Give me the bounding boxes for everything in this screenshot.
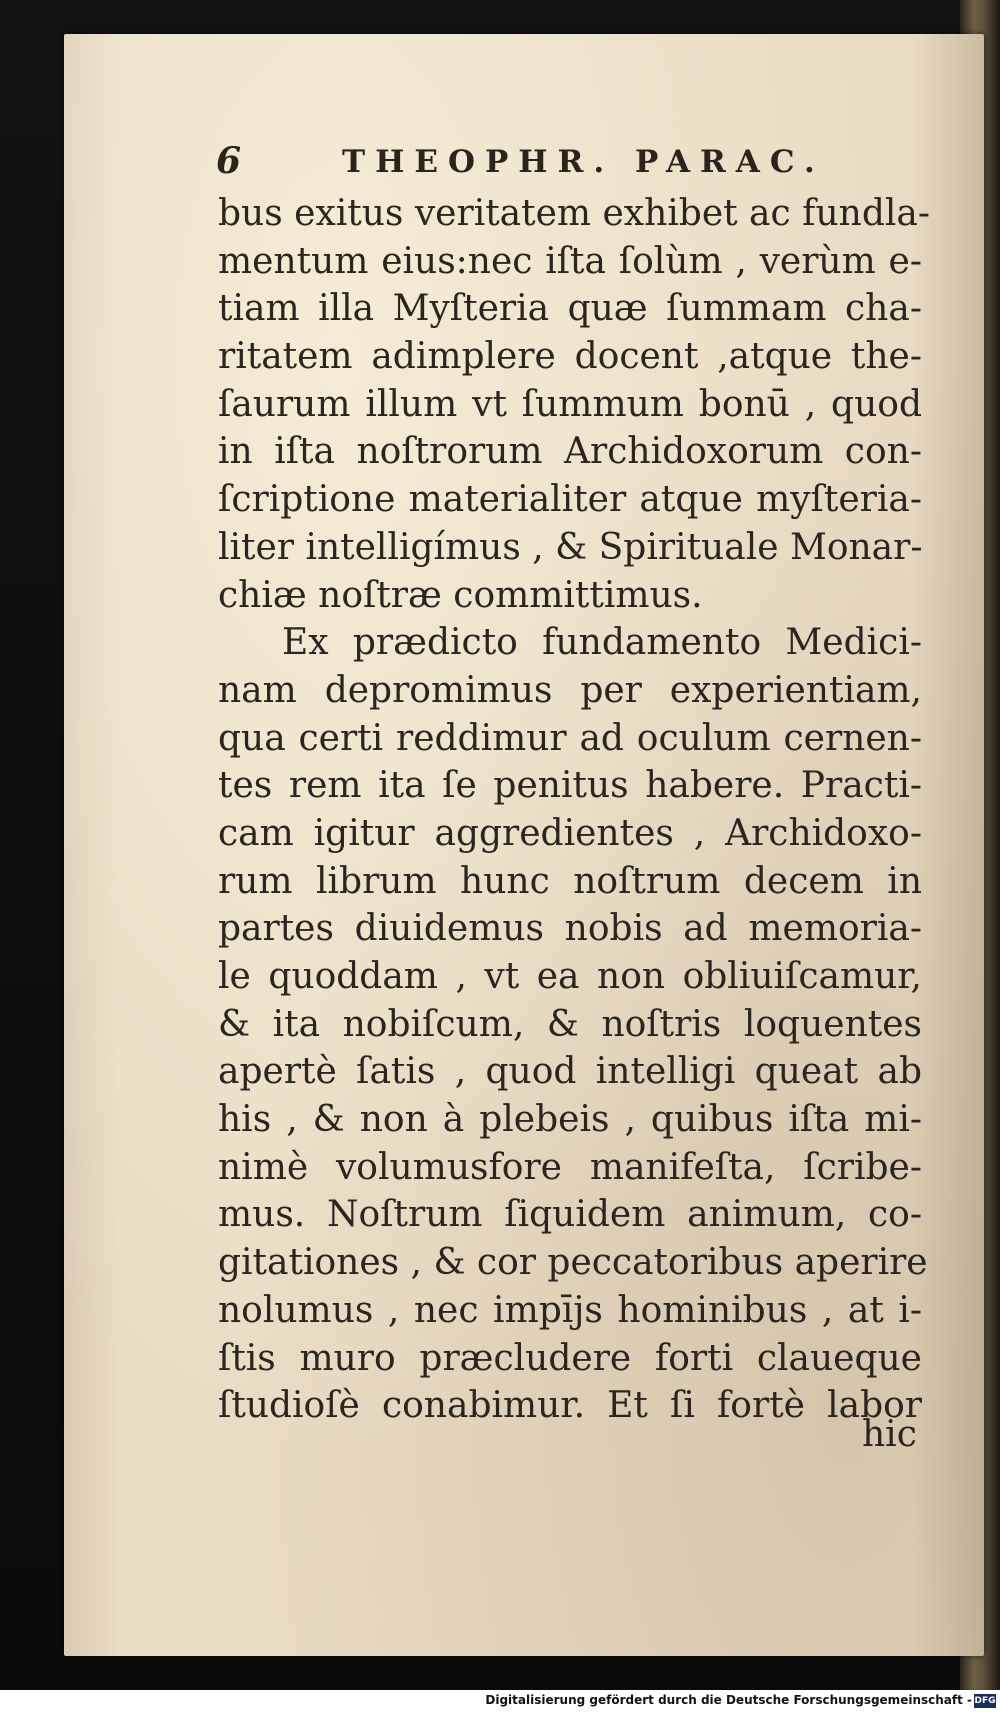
text-line: ſcriptione materialiter atque myſteria- xyxy=(218,479,922,521)
text-line: tes rem ita ſe penitus habere. Practi- xyxy=(218,765,922,807)
body-text xyxy=(218,190,931,1430)
text-line: nimè volumusfore manifeſta, ſcribe- xyxy=(218,1146,922,1188)
text-line: nam depromimus per experientiam, xyxy=(218,669,922,711)
text-line: le quoddam , vt ea non obliuiſcamur, xyxy=(218,956,922,997)
text-line: mus. Noſtrum ſiquidem animum, co- xyxy=(218,1194,922,1236)
text-line: in iſta noſtrorum Archidoxorum con- xyxy=(218,431,922,473)
text-line: bus exitus veritatem exhibet ac fundla- xyxy=(218,193,931,234)
text-line: ſtis muro præcludere forti claueque xyxy=(218,1337,922,1379)
text-line: rum librum hunc noſtrum decem in xyxy=(218,860,922,902)
text-line: nolumus , nec impījs hominibus , at i- xyxy=(218,1289,922,1331)
text-line: tiam illa Myſteria quæ ſummam cha- xyxy=(218,288,922,330)
text-line: cam igitur aggredientes , Archidoxo- xyxy=(218,812,922,854)
text-line: his , & non à plebeis , quibus iſta mi- xyxy=(218,1099,922,1141)
text-line: apertè ſatis , quod intelligi queat ab xyxy=(218,1051,922,1093)
text-line: chiæ noſtræ committimus. xyxy=(218,574,703,616)
footer-bar xyxy=(0,1690,1000,1713)
running-title: THEOPHR. PARAC. xyxy=(342,144,825,180)
text-line: ritatem adimplere docent ,atque the- xyxy=(218,336,922,378)
text-line: qua certi reddimur ad oculum cernen- xyxy=(218,717,922,759)
text-line: partes diuidemus nobis ad memoria- xyxy=(218,908,922,950)
page-header xyxy=(216,140,916,180)
text-line: ſtudioſè conabimur. Et ſi fortè labor xyxy=(218,1385,922,1427)
text-line: & ita nobiſcum, & noſtris loquentes xyxy=(218,1003,922,1045)
dfg-logo: DFG xyxy=(974,1696,996,1706)
page-number: 6 xyxy=(216,140,242,182)
text-line: liter intelligímus , & Spirituale Monar- xyxy=(218,526,923,568)
funding-credit: Digitalisierung gefördert durch die Deutsche Forschungsgemeinschaft - xyxy=(485,1693,972,1707)
text-line: ſaurum illum vt ſummum bonū , quod xyxy=(218,383,922,425)
catchword: hic xyxy=(862,1414,917,1455)
text-line: gitationes , & cor peccatoribus aperire xyxy=(218,1242,928,1284)
paragraph-start-line: Ex prædicto fundamento Medici- xyxy=(282,622,922,664)
text-line: mentum eius:nec iſta ſolùm , verùm e- xyxy=(218,240,922,282)
